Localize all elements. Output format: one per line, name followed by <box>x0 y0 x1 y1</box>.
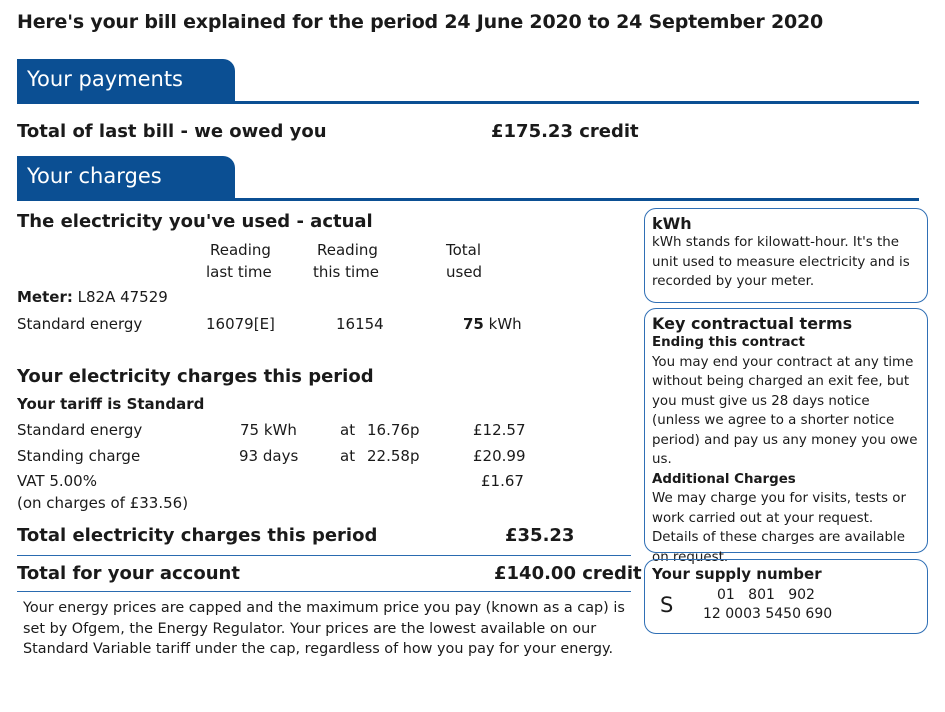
reading-row-total-unit: kWh <box>488 315 522 333</box>
col-total-line2: used <box>446 263 483 281</box>
kwh-box-text: kWh stands for kilowatt-hour. It's the unit used to measure electricity and is recorded by your meter. <box>652 235 910 289</box>
total-period-label: Total electricity charges this period <box>17 525 378 546</box>
reading-row-this: 16154 <box>336 315 384 333</box>
kwh-info-box <box>644 208 928 303</box>
contract-terms-box <box>644 308 928 565</box>
page-title: Here's your bill explained for the period 24 June 2020 to 24 September 2020 <box>17 11 824 33</box>
tariff-label: Your tariff is Standard <box>17 395 205 413</box>
meter-line <box>17 288 168 306</box>
supply-number-box <box>644 559 928 634</box>
kwh-box-heading: kWh <box>652 214 692 233</box>
vat-label: VAT 5.00% <box>17 472 97 490</box>
divider-line <box>17 555 631 556</box>
total-period-value: £35.23 <box>505 525 575 546</box>
divider-line <box>17 591 631 592</box>
charges-tab-line <box>17 198 919 201</box>
charge-line-at: at <box>340 447 356 465</box>
reading-row-total <box>463 315 522 333</box>
vat-note: (on charges of £33.56) <box>17 494 189 512</box>
vat-amount: £1.67 <box>481 472 524 490</box>
charge-line-rate: 22.58p <box>367 447 420 465</box>
col-reading-this-line1: Reading <box>317 241 378 259</box>
col-reading-last-line1: Reading <box>210 241 271 259</box>
meter-label: Meter: <box>17 288 73 306</box>
period-heading: Your electricity charges this period <box>17 366 374 387</box>
price-cap-note: Your energy prices are capped and the maximum price you pay (known as a cap) is set by Ofgem, the Energy Regulator. Your prices are the lowest available on our Standard Variable tariff under the cap, regardless of how you pay for your energy. <box>23 600 625 657</box>
payments-tab-line <box>17 101 919 104</box>
charge-line-qty: 93 days <box>239 447 299 465</box>
terms-additional-text: We may charge you for visits, tests or work carried out at your request. Details of these charges are available on request. <box>652 491 906 565</box>
charge-line-qty: 75 kWh <box>240 421 297 439</box>
last-bill-label: Total of last bill - we owed you <box>17 121 327 142</box>
charge-line-label: Standing charge <box>17 447 141 465</box>
supply-number-top: 01 801 902 <box>717 587 815 603</box>
supply-box-heading: Your supply number <box>652 565 822 583</box>
charge-line-at: at <box>340 421 356 439</box>
col-total-line1: Total <box>446 241 482 259</box>
meter-value: L82A 47529 <box>77 288 168 306</box>
supply-letter: S <box>660 593 674 617</box>
terms-additional-heading: Additional Charges <box>652 471 796 487</box>
charge-line-amount: £20.99 <box>473 447 526 465</box>
total-account-value: £140.00 credit <box>494 563 642 584</box>
charge-line-rate: 16.76p <box>367 421 420 439</box>
terms-ending-text: You may end your contract at any time without being charged an exit fee, but you must give us 28 days notice (unless we agree to a shorter notice period) and pay us any money you owe us. <box>652 354 918 467</box>
charges-tab: Your charges <box>17 156 235 200</box>
payments-tab: Your payments <box>17 59 235 103</box>
charge-line-amount: £12.57 <box>473 421 526 439</box>
reading-row-total-number: 75 <box>463 315 484 333</box>
used-heading: The electricity you've used - actual <box>17 211 373 232</box>
total-account-label: Total for your account <box>17 563 240 584</box>
reading-row-label: Standard energy <box>17 315 143 333</box>
charge-line-label: Standard energy <box>17 421 143 439</box>
col-reading-last-line2: last time <box>206 263 272 281</box>
supply-number-bottom: 12 0003 5450 690 <box>703 606 833 622</box>
last-bill-value: £175.23 credit <box>491 121 639 142</box>
terms-ending-heading: Ending this contract <box>652 335 805 350</box>
terms-box-heading: Key contractual terms <box>652 314 853 333</box>
col-reading-this-line2: this time <box>313 263 380 281</box>
reading-row-last: 16079[E] <box>206 315 275 333</box>
